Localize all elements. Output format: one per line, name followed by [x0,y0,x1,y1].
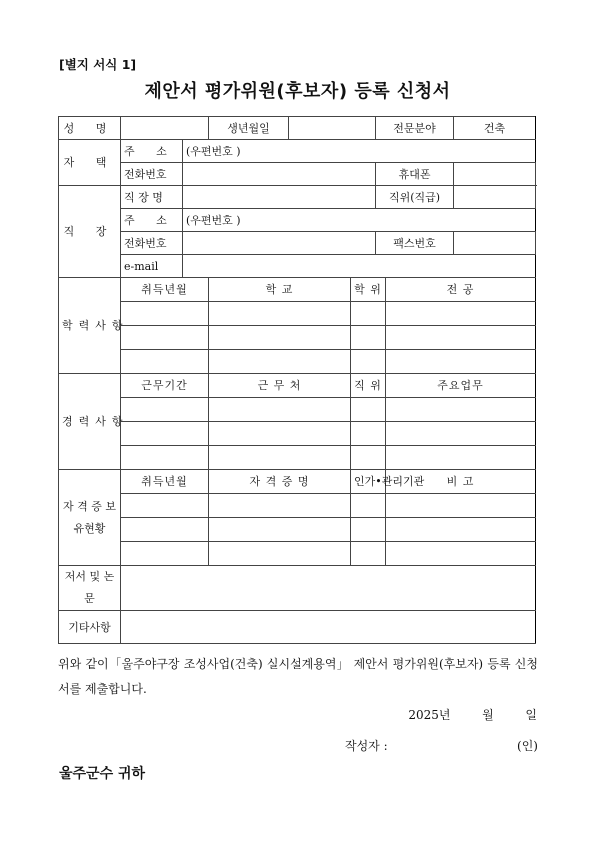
education-cell[interactable] [121,302,209,326]
date-month: 월 [482,708,494,722]
certificate-cell[interactable] [386,494,536,518]
education-header-school: 학 교 [209,278,351,302]
career-cell[interactable] [209,422,351,446]
work-address-label: 주 소 [121,209,183,232]
education-cell[interactable] [209,326,351,350]
work-postal-code: (우편번호 ) [186,213,241,227]
career-cell[interactable] [121,398,209,422]
career-section-label: 경력사항 [59,374,121,470]
career-header-employer: 근 무 처 [209,374,351,398]
certificate-cell[interactable] [121,542,209,566]
certificate-cell[interactable] [386,542,536,566]
education-cell[interactable] [121,350,209,374]
certificates-header-authority: 인가•관리기관 [351,470,386,494]
career-cell[interactable] [386,422,536,446]
career-cell[interactable] [386,446,536,470]
certificate-cell[interactable] [121,518,209,542]
certificate-cell[interactable] [351,542,386,566]
certificates-header-name: 자 격 증 명 [209,470,351,494]
work-phone-input[interactable] [183,232,376,255]
certificate-cell[interactable] [121,494,209,518]
workplace-name-input[interactable] [183,186,376,209]
home-address-input[interactable] [183,140,536,163]
education-cell[interactable] [351,326,386,350]
email-label: e-mail [121,255,183,278]
education-section-label: 학력사항 [59,278,121,374]
certificates-section-label: 자 격 증 보유현황 [59,470,121,566]
career-header-duties: 주요업무 [386,374,536,398]
certificates-header-remarks: 비 고 [386,470,536,494]
submission-statement: 위와 같이「울주야구장 조성사업(건축) 실시설계용역」 제안서 평가위원(후보자) 등록 신청서를 제출합니다. [58,657,538,696]
author-label: 작성자 : [345,739,388,753]
other-label: 기타사항 [59,611,121,644]
position-input[interactable] [454,186,536,209]
career-header-position: 직 위 [351,374,386,398]
education-cell[interactable] [386,302,536,326]
certificate-cell[interactable] [209,494,351,518]
date-day: 일 [525,708,537,722]
registration-form-table [58,116,536,644]
career-cell[interactable] [386,398,536,422]
career-cell[interactable] [121,446,209,470]
certificate-cell[interactable] [209,542,351,566]
education-cell[interactable] [351,302,386,326]
workplace-name-label: 직 장 명 [121,186,183,209]
position-label: 직위(직급) [376,186,454,209]
home-phone-input[interactable] [183,163,376,186]
education-cell[interactable] [386,350,536,374]
date-line [0,706,537,723]
education-header-date: 취득년월 [121,278,209,302]
home-address-label: 주 소 [121,140,183,163]
date-year: 2025년 [408,708,451,722]
education-cell[interactable] [351,350,386,374]
author-line [345,737,538,754]
education-cell[interactable] [209,350,351,374]
home-phone-label: 전화번호 [121,163,183,186]
other-input[interactable] [121,611,536,644]
certificate-cell[interactable] [209,518,351,542]
home-section-label: 자 택 [59,140,121,186]
certificate-cell[interactable] [351,518,386,542]
work-section-label: 직 장 [59,186,121,278]
career-cell[interactable] [121,422,209,446]
home-postal-code: (우편번호 ) [186,144,241,158]
career-cell[interactable] [351,446,386,470]
field-label: 전문분야 [376,117,454,140]
email-input[interactable] [183,255,536,278]
name-input[interactable] [121,117,209,140]
seal-mark: (인) [517,739,538,753]
education-cell[interactable] [386,326,536,350]
birth-date-input[interactable] [289,117,376,140]
certificate-cell[interactable] [351,494,386,518]
document-title: 제안서 평가위원(후보자) 등록 신청서 [144,81,451,102]
form-number-label: [별지 서식 1] [59,57,137,72]
career-cell[interactable] [351,398,386,422]
publications-input[interactable] [121,566,536,611]
mobile-label: 휴대폰 [376,163,454,186]
career-cell[interactable] [351,422,386,446]
fax-label: 팩스번호 [376,232,454,255]
certificate-cell[interactable] [386,518,536,542]
education-cell[interactable] [209,302,351,326]
career-header-period: 근무기간 [121,374,209,398]
education-cell[interactable] [121,326,209,350]
fax-input[interactable] [454,232,536,255]
mobile-input[interactable] [454,163,536,186]
publications-label: 저서 및 논문 [59,566,121,611]
name-label: 성 명 [59,117,121,140]
recipient: 울주군수 귀하 [59,766,146,782]
education-header-major: 전 공 [386,278,536,302]
education-header-degree: 학 위 [351,278,386,302]
career-cell[interactable] [209,398,351,422]
certificates-header-date: 취득년월 [121,470,209,494]
career-cell[interactable] [209,446,351,470]
work-address-input[interactable] [183,209,536,232]
work-phone-label: 전화번호 [121,232,183,255]
field-value: 건축 [454,117,536,140]
birth-date-label: 생년월일 [209,117,289,140]
